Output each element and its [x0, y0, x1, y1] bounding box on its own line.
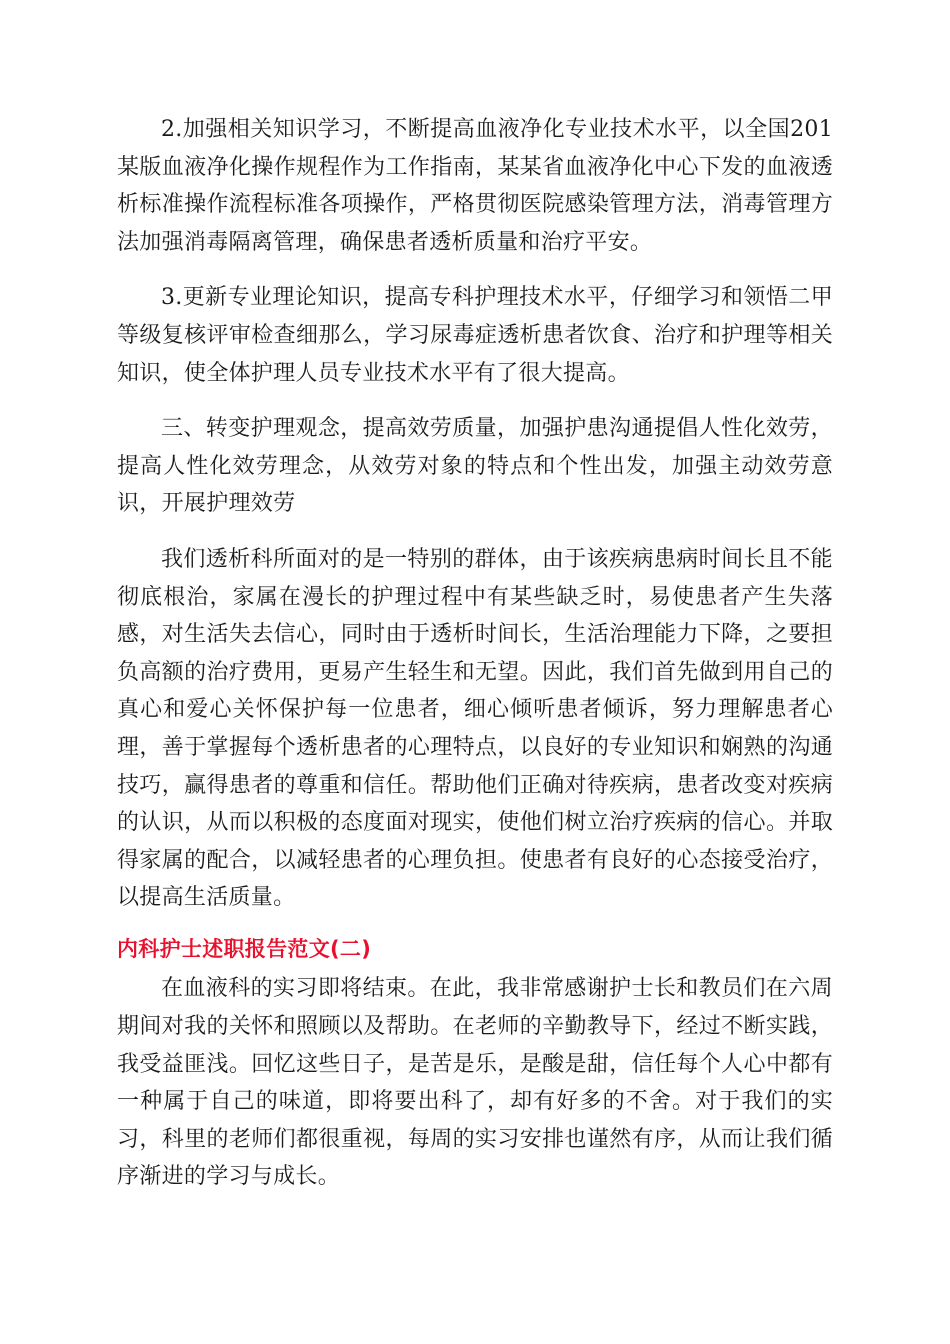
paragraph-item-3: 3.更新专业理论知识，提高专科护理技术水平，仔细学习和领悟二甲等级复核评审检查细那么，学习尿毒症透析患者饮食、治疗和护理等相关知识，使全体护理人员专业技术水平有了很大提高。: [117, 285, 833, 386]
paragraph-dialysis-care: 我们透析科所面对的是一特别的群体，由于该疾病患病时间长且不能彻底根治，家属在漫长的护理过程中有某些缺乏时，易使患者产生失落感，对生活失去信心，同时由于透析时间长，生活治理能力下降，之要担负高额的治疗费用，更易产生轻生和无望。因此，我们首先做到用自己的真心和爱心关怀保护每一位患者，细心倾听患者倾诉，努力理解患者心理，善于掌握每个透析患者的心理特点，以良好的专业知识和娴熟的沟通技巧，赢得患者的尊重和信任。帮助他们正确对待疾病，患者改变对疾病的认识，从而以积极的态度面对现实，使他们树立治疗疾病的信心。并取得家属的配合，以减轻患者的心理负担。使患者有良好的心态接受治疗，以提高生活质量。: [117, 546, 833, 911]
paragraph-section-three: 三、转变护理观念，提高效劳质量，加强护患沟通提倡人性化效劳，提高人性化效劳理念，从效劳对象的特点和个性出发，加强主动效劳意识，开展护理效劳: [117, 416, 833, 517]
document-page: [117, 111, 833, 1196]
paragraph-internship: 在血液科的实习即将结束。在此，我非常感谢护士长和教员们在六周期间对我的关怀和照顾以及帮助。在老师的辛勤教导下，经过不断实践，我受益匪浅。回忆这些日子，是苦是乐，是酸是甜，信任每个人心中都有一种属于自己的味道，即将要出科了，却有好多的不舍。对于我们的实习，科里的老师们都很重视，每周的实习安排也谨然有序，从而让我们循序渐进的学习与成长。: [117, 976, 833, 1190]
section-heading: 内科护士述职报告范文(二): [117, 936, 372, 961]
paragraph-item-2: 2.加强相关知识学习，不断提高血液净化专业技术水平，以全国201某版血液净化操作规程作为工作指南，某某省血液净化中心下发的血液透析标准操作流程标准各项操作，严格贯彻医院感染管理方法，消毒管理方法加强消毒隔离管理，确保患者透析质量和治疗平安。: [117, 117, 833, 255]
